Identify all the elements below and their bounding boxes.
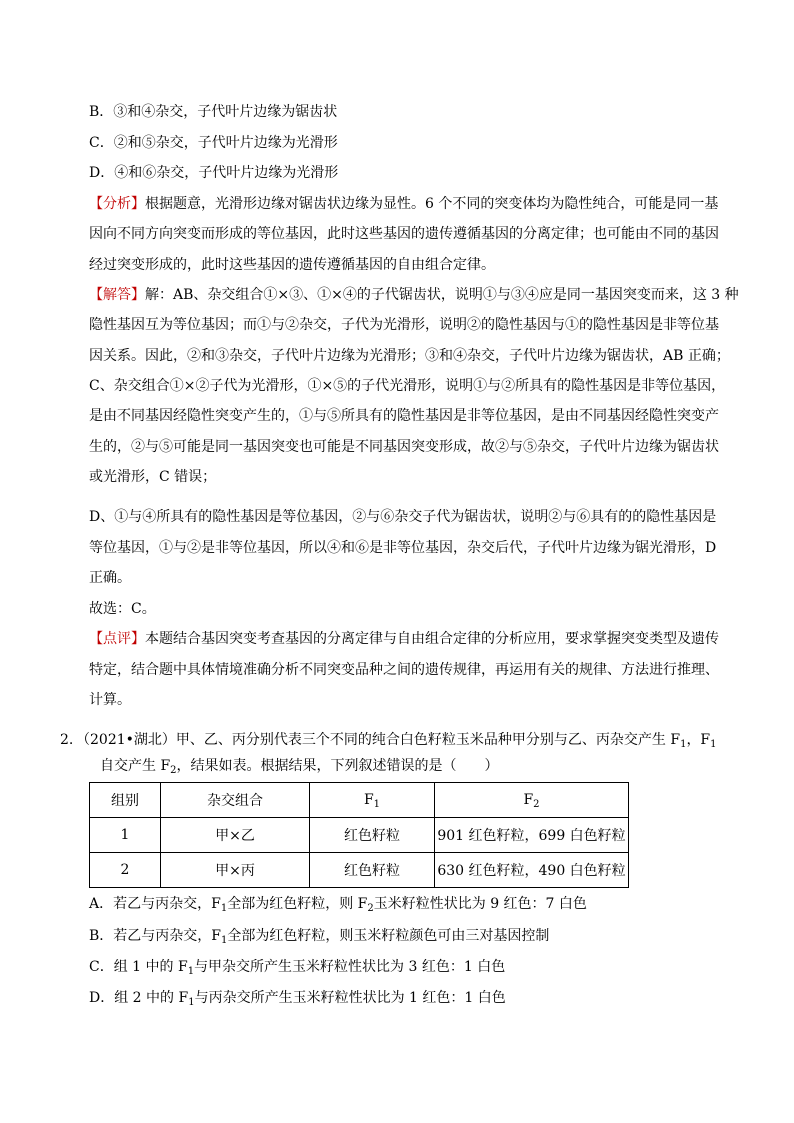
option-a: A．若乙与丙杂交，$F_1$全部为红色籽粒，则 $F_2$玉米籽粒性状比为 9 红色：7 白色 — [89, 896, 587, 914]
comment-line-1 — [89, 629, 719, 649]
comment-text: 本题结合基因突变考查基因的分离定律与自由组合定律的分析应用，要求掌握突变类型及遗传 — [145, 631, 719, 647]
solution-tag: 【解答】 — [89, 287, 145, 303]
solution-line-2: 隐性基因互为等位基因；而①与②杂交，子代为光滑形，说明②的隐性基因与①的隐性基因是非等位基 — [89, 317, 719, 333]
header-cell: 杂交组合 — [161, 783, 310, 818]
table-cell: 1 — [90, 818, 161, 853]
table-cell: 901 红色籽粒，699 白色籽粒 — [435, 818, 629, 853]
table-cell: 2 — [90, 853, 161, 888]
analysis-text: 根据题意，光滑形边缘对锯齿状边缘为显性。6 个不同的突变体均为隐性纯合，可能是同一基 — [145, 196, 719, 212]
solution-text: 解：AB、杂交组合①×③、①×④的子代锯齿状，说明①与③④应是同一基因突变而来，这 3 种 — [145, 287, 739, 303]
results-table — [89, 782, 629, 888]
solution-line-7: 或光滑形，C 错误； — [89, 469, 217, 485]
option-c: C．组 1 中的 $F_1$与甲杂交所产生玉米籽粒性状比为 3 红色：1 白色 — [89, 959, 506, 977]
option-b: B．若乙与丙杂交，$F_1$全部为红色籽粒，则玉米籽粒颜色可由三对基因控制 — [89, 928, 550, 946]
header-cell: $F_2$ — [435, 783, 629, 818]
option-d-prev: D．④和⑥杂交，子代叶片边缘为光滑形 — [89, 165, 339, 181]
option-d: D．组 2 中的 $F_1$与丙杂交所产生玉米籽粒性状比为 1 红色：1 白色 — [89, 990, 506, 1008]
table-row — [90, 818, 629, 853]
comment-line-2: 特定，结合题中具体情境准确分析不同突变品种之间的遗传规律，再运用有关的规律、方法进行推理、 — [89, 662, 719, 678]
table-header-row — [90, 783, 629, 818]
question-number: 2. — [60, 732, 74, 748]
option-b-prev: B．③和④杂交，子代叶片边缘为锯齿状 — [89, 104, 338, 120]
question-stem-line-2: 自交产生 $F_2$，结果如表。根据结果，下列叙述错误的是（ ） — [100, 758, 499, 776]
header-cell: 组别 — [90, 783, 161, 818]
comment-tag: 【点评】 — [89, 631, 145, 647]
solution-line-9: 等位基因，①与②是非等位基因，所以④和⑥是非等位基因，杂交后代，子代叶片边缘为锯光滑形，D — [89, 540, 717, 556]
solution-line-6: 生的，②与⑤可能是同一基因突变也可能是不同基因突变形成，故②与⑤杂交，子代叶片边缘为锯齿状 — [89, 439, 719, 455]
solution-line-4: C、杂交组合①×②子代为光滑形，①×⑤的子代光滑形，说明①与②所具有的隐性基因是非等位基因， — [89, 378, 726, 394]
analysis-line-3: 经过突变形成的，此时这些基因的遗传遵循基因的自由组合定律。 — [89, 257, 495, 273]
analysis-line-2: 因向不同方向突变而形成的等位基因，此时这些基因的遗传遵循基因的分离定律；也可能由不同的基因 — [89, 226, 719, 242]
solution-line-5: 是由不同基因经隐性突变产生的，①与⑤所具有的隐性基因是非等位基因，是由不同基因经隐性突变产 — [89, 408, 719, 424]
table-cell: 甲×丙 — [161, 853, 310, 888]
analysis-tag: 【分析】 — [89, 196, 145, 212]
answer-line: 故选：C。 — [89, 601, 156, 617]
question-stem-line-1: （2021•湖北）甲、乙、丙分别代表三个不同的纯合白色籽粒玉米品种甲分别与乙、丙杂交产生 $F_1$，$F_1$ — [76, 732, 717, 750]
solution-line-10: 正确。 — [89, 570, 131, 586]
solution-line-3: 因关系。因此，②和③杂交，子代叶片边缘为光滑形；③和④杂交，子代叶片边缘为锯齿状，AB 正确； — [89, 348, 730, 364]
analysis-line-1 — [89, 194, 718, 214]
header-cell: $F_1$ — [310, 783, 435, 818]
table-cell: 甲×乙 — [161, 818, 310, 853]
solution-line-8: D、①与④所具有的隐性基因是等位基因，②与⑥杂交子代为锯齿状，说明②与⑥具有的的隐性基因是 — [89, 509, 717, 525]
table-cell: 红色籽粒 — [310, 818, 435, 853]
comment-line-3: 计算。 — [89, 692, 131, 708]
table-cell: 红色籽粒 — [310, 853, 435, 888]
option-c-prev: C．②和⑤杂交，子代叶片边缘为光滑形 — [89, 135, 338, 151]
table-cell: 630 红色籽粒，490 白色籽粒 — [435, 853, 629, 888]
solution-line-1 — [89, 285, 739, 305]
table-row — [90, 853, 629, 888]
